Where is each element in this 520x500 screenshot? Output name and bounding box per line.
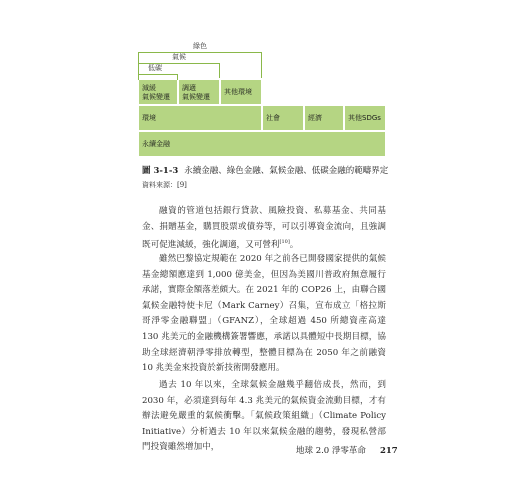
box-other-environment: 其他環境 <box>221 80 261 104</box>
figure-source: 資料來源：[9] <box>142 181 187 189</box>
figure-title: 永續金融、綠色金融、氣候金融、低碳金融的範疇界定 <box>184 166 389 176</box>
box-environment: 環境 <box>139 106 261 130</box>
paragraph-1 <box>142 204 386 254</box>
footnote-ref: [10] <box>279 239 290 246</box>
label-low-carbon: 低碳 <box>148 64 162 72</box>
scope-diagram <box>0 0 520 160</box>
box-sustainable-finance: 永續金融 <box>139 132 385 156</box>
box-economic: 經濟 <box>305 106 343 130</box>
label-climate: 氣候 <box>172 53 186 61</box>
paragraph-1-tail: 。 <box>289 240 299 251</box>
page-footer <box>296 444 398 456</box>
box-other-sdgs: 其他SDGs <box>345 106 385 130</box>
paragraph-1-text: 融資的管道包括銀行貸款、風險投資、私募基金、共同基金、捐贈基金，購買股票或債券等，可以引導資金流向，且強調既可促進減緩，強化調適，又可營利 <box>142 206 386 251</box>
page-number: 217 <box>379 446 398 456</box>
figure-caption <box>142 164 388 176</box>
label-green: 綠色 <box>193 42 207 50</box>
box-mitigation: 減緩 氣候變遷 <box>139 80 177 104</box>
figure-number: 圖 3-1-3 <box>142 166 179 176</box>
paragraph-2: 雖然巴黎協定規範在 2020 年之前各已開發國家提供的氣候基金總額應達到 1,000 億美金，但因為美國川普政府無意履行承諾，實際金額落差頗大。在 2021 年的 COP26 上，由聯合國氣候金融特使卡尼（Mark Carney）召集，宣布成立「格拉斯哥淨零金融聯盟」（GFANZ），全球超過 450 所總資產高達 130 兆美元的金融機構簽署響應，承諾以具體短中長期目標，協助全球經濟朝淨零排放轉型，整體目標為在 2050 年之前融資 10 兆美金來投資於新技術開發應用。 <box>142 254 386 374</box>
paragraph-3: 過去 10 年以來，全球氣候金融幾乎翻倍成長，然而，到 2030 年，必須達到每年 4.3 兆美元的氣候資金流動目標，才有辦法避免嚴重的氣候衝擊。「氣候政策組織」（Climate Policy Initiative）分析過去 10 年以來氣候金融的趨勢，發現私營部門投資雖然增加中， <box>142 380 386 453</box>
box-adaptation: 調適 氣候變遷 <box>179 80 219 104</box>
book-title: 地球 2.0 淨零革命 <box>296 446 366 456</box>
box-social: 社會 <box>263 106 303 130</box>
